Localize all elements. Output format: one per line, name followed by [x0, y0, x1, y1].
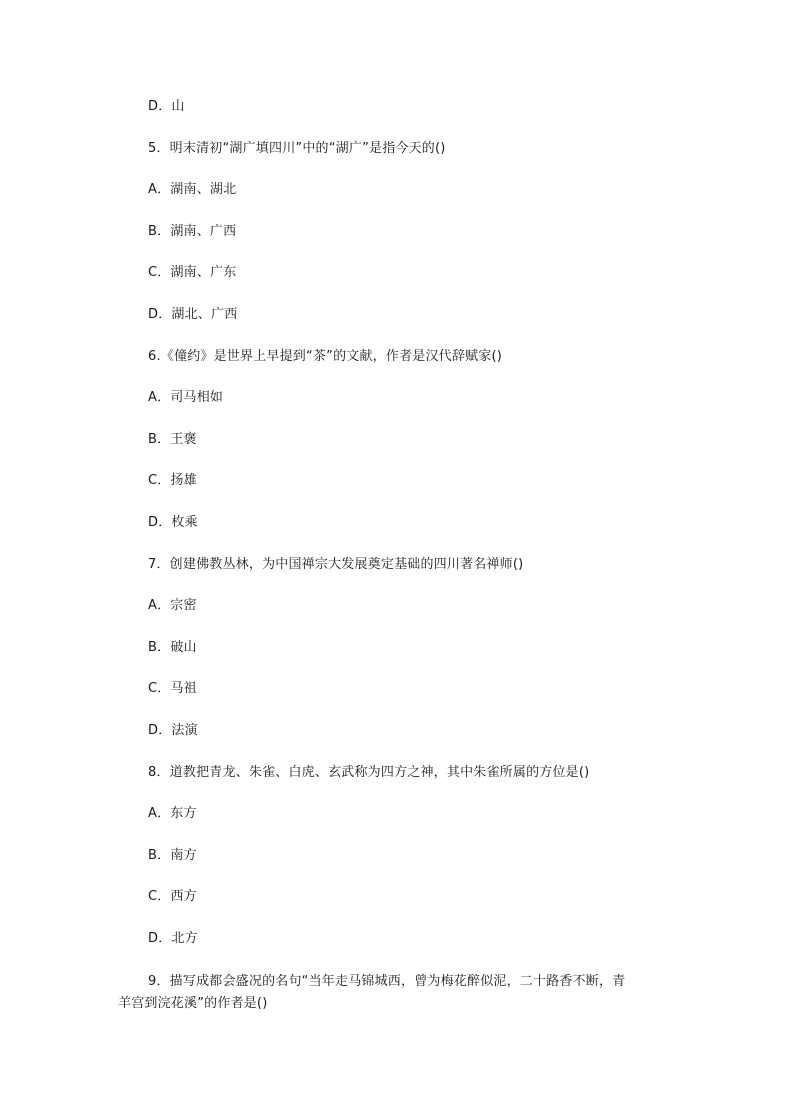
- option-b-q7: B．破山: [148, 640, 197, 655]
- option-b-q5: B．湖南、广西: [148, 224, 237, 239]
- option-d-q7: D．法演: [148, 723, 198, 738]
- option-a-q6: A．司马相如: [148, 390, 224, 405]
- question-5: 5．明末清初“湖广填四川”中的“湖广”是指今天的(): [148, 141, 446, 156]
- question-9-line-2: 羊宫到浣花溪”的作者是(): [118, 996, 268, 1011]
- option-a-q7: A．宗密: [148, 598, 197, 613]
- option-b-q6: B．王褒: [148, 432, 197, 447]
- question-9-line-1: 9．描写成都会盛况的名句“当年走马锦城西，曾为梅花醉似泥，二十路香不断，青: [148, 974, 626, 989]
- question-7: 7．创建佛教丛林，为中国禅宗大发展奠定基础的四川著名禅师(): [148, 557, 524, 572]
- option-c-q6: C．扬雄: [148, 473, 197, 488]
- option-a-q8: A．东方: [148, 806, 197, 821]
- option-d-q6: D．枚乘: [148, 515, 198, 530]
- question-8: 8．道教把青龙、朱雀、白虎、玄武称为四方之神，其中朱雀所属的方位是(): [148, 765, 590, 780]
- option-d-q4: D．山: [148, 99, 185, 114]
- option-d-q5: D．湖北、广西: [148, 307, 238, 322]
- option-d-q8: D．北方: [148, 931, 198, 946]
- option-a-q5: A．湖南、湖北: [148, 182, 237, 197]
- option-c-q7: C．马祖: [148, 681, 197, 696]
- option-c-q5: C．湖南、广东: [148, 265, 237, 280]
- question-6: 6.《僮约》是世界上早提到“茶”的文献，作者是汉代辞赋家(): [148, 349, 503, 364]
- option-c-q8: C．西方: [148, 889, 197, 904]
- option-b-q8: B．南方: [148, 848, 197, 863]
